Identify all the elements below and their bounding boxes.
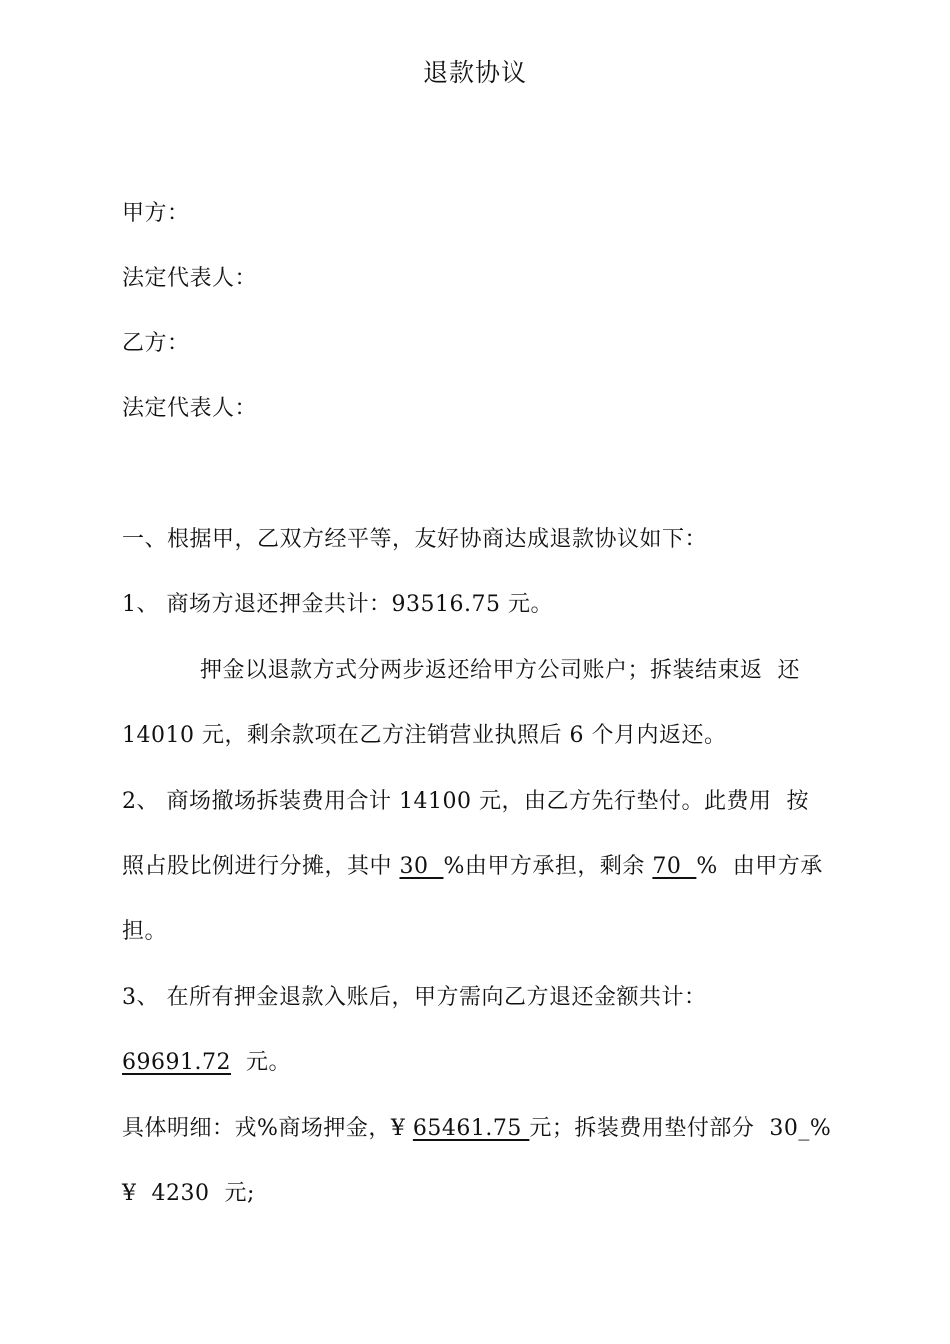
remaining-share-percent: 70 xyxy=(652,854,697,879)
section-1-heading: 一、根据甲，乙双方经平等，友好协商达成退款协议如下： xyxy=(122,527,708,552)
party-b-label: 乙方： xyxy=(122,331,190,356)
item-3-detail-line-2: ¥ 4230 元; xyxy=(122,1181,255,1206)
item-2-text-c: % 由甲方承 xyxy=(696,854,823,879)
item-1-line-2: 押金以退款方式分两步返还给甲方公司账户；拆装结束返 还 xyxy=(200,658,800,683)
party-a-representative-label: 法定代表人： xyxy=(122,266,258,291)
item-2-text-a: 照占股比例进行分摊，其中 xyxy=(122,854,400,879)
detail-text-b: 元；拆装费用垫付部分 30_% xyxy=(529,1116,832,1141)
refund-amount-unit: 元。 xyxy=(230,1050,291,1075)
item-2-line-3: 担。 xyxy=(122,919,168,944)
item-2-line-2 xyxy=(122,852,823,882)
document-title: 退款协议 xyxy=(422,58,527,87)
item-2-line-1: 2、 商场撤场拆装费用合计 14100 元，由乙方先行垫付。此费用 按 xyxy=(122,789,809,814)
item-1-line-3: 14010 元，剩余款项在乙方注销营业执照后 6 个月内返还。 xyxy=(122,723,727,748)
refund-total-amount: 69691.72 xyxy=(122,1050,231,1075)
party-a-label: 甲方： xyxy=(122,201,190,226)
item-3-amount-line xyxy=(122,1048,291,1078)
party-b-representative-label: 法定代表人： xyxy=(122,396,258,421)
item-1-line-1: 1、 商场方退还押金共计：93516.75 元。 xyxy=(122,592,553,617)
item-3-line-1: 3、 在所有押金退款入账后，甲方需向乙方退还金额共计： xyxy=(122,985,707,1010)
party-a-share-percent: 30 xyxy=(399,854,444,879)
detail-text-a: 具体明细：戎%商场押金，¥ xyxy=(122,1116,413,1141)
item-3-detail-line xyxy=(122,1114,831,1144)
deposit-amount: 65461.75 xyxy=(412,1116,530,1141)
item-2-text-b: %由甲方承担，剩余 xyxy=(443,854,653,879)
